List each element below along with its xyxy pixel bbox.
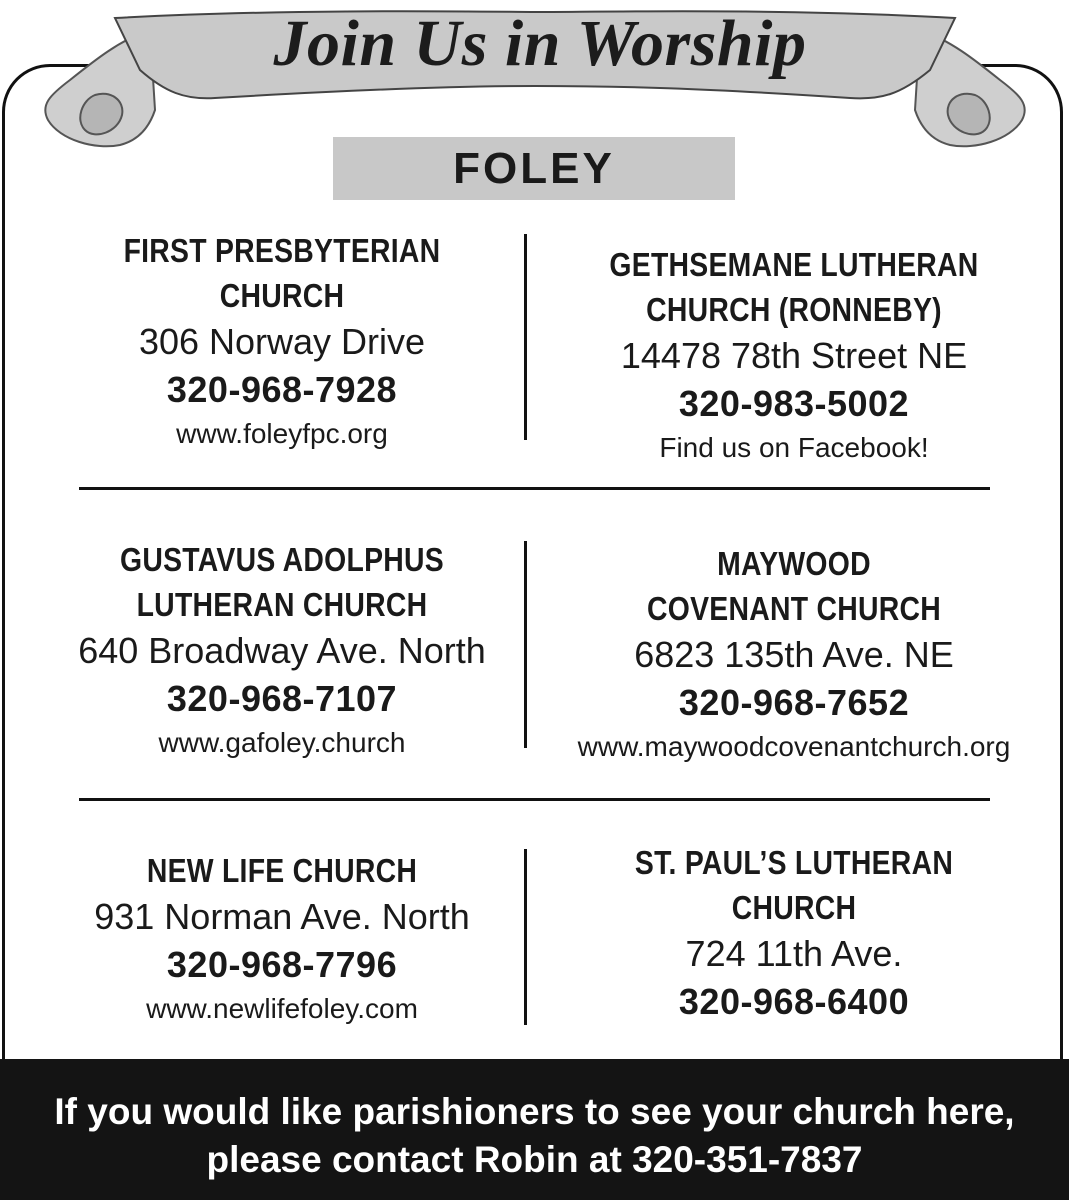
column-divider	[524, 234, 527, 440]
church-name-line: ST. PAUL’S LUTHERAN	[634, 844, 954, 881]
church-website: www.maywoodcovenantchurch.org	[577, 731, 1011, 762]
church-phone: 320-983-5002	[678, 383, 910, 424]
church-entry	[94, 848, 470, 1029]
church-phone: 320-968-6400	[678, 981, 910, 1022]
church-entry	[578, 541, 1011, 767]
church-name-line: GETHSEMANE LUTHERAN	[609, 246, 979, 283]
church-entry	[609, 840, 979, 1026]
church-name-line: COVENANT CHURCH	[647, 590, 941, 627]
church-address: 14478 78th Street NE	[620, 335, 968, 376]
church-address: 724 11th Ave.	[685, 933, 903, 974]
banner-title: Join Us in Worship	[273, 7, 807, 80]
church-name-line: MAYWOOD	[717, 545, 871, 582]
church-website: www.gafoley.church	[158, 727, 406, 758]
church-website: www.newlifefoley.com	[146, 993, 418, 1024]
footer-contact-bar	[0, 1059, 1069, 1200]
row-divider	[79, 798, 990, 801]
footer-line: If you would like parishioners to see your church here,	[54, 1091, 1015, 1132]
church-address: 6823 135th Ave. NE	[634, 634, 954, 675]
church-website: www.foleyfpc.org	[176, 418, 388, 449]
church-name-line: CHURCH	[219, 277, 345, 314]
row-divider	[79, 487, 990, 490]
column-divider	[524, 849, 527, 1025]
church-name-line: GUSTAVUS ADOLPHUS	[120, 541, 444, 578]
church-phone: 320-968-7796	[166, 944, 398, 985]
church-address: 640 Broadway Ave. North	[78, 630, 486, 671]
column-divider	[524, 541, 527, 748]
church-address: 931 Norman Ave. North	[94, 896, 470, 937]
church-address: 306 Norway Drive	[138, 321, 426, 362]
church-phone: 320-968-7652	[678, 682, 910, 723]
city-heading: FOLEY	[333, 137, 735, 200]
church-name-line: CHURCH (RONNEBY)	[646, 291, 942, 328]
church-phone: 320-968-7107	[166, 678, 398, 719]
church-entry	[78, 537, 486, 763]
footer-line: please contact Robin at 320-351-7837	[206, 1139, 863, 1180]
church-phone: 320-968-7928	[166, 369, 398, 410]
church-entry	[579, 242, 1008, 468]
church-name-line: FIRST PRESBYTERIAN	[123, 232, 441, 269]
church-social: Find us on Facebook!	[659, 432, 929, 463]
church-name-line: CHURCH	[731, 889, 857, 926]
church-name-line: LUTHERAN CHURCH	[136, 586, 428, 623]
church-name-line: NEW LIFE CHURCH	[146, 852, 418, 889]
church-entry	[98, 228, 466, 454]
